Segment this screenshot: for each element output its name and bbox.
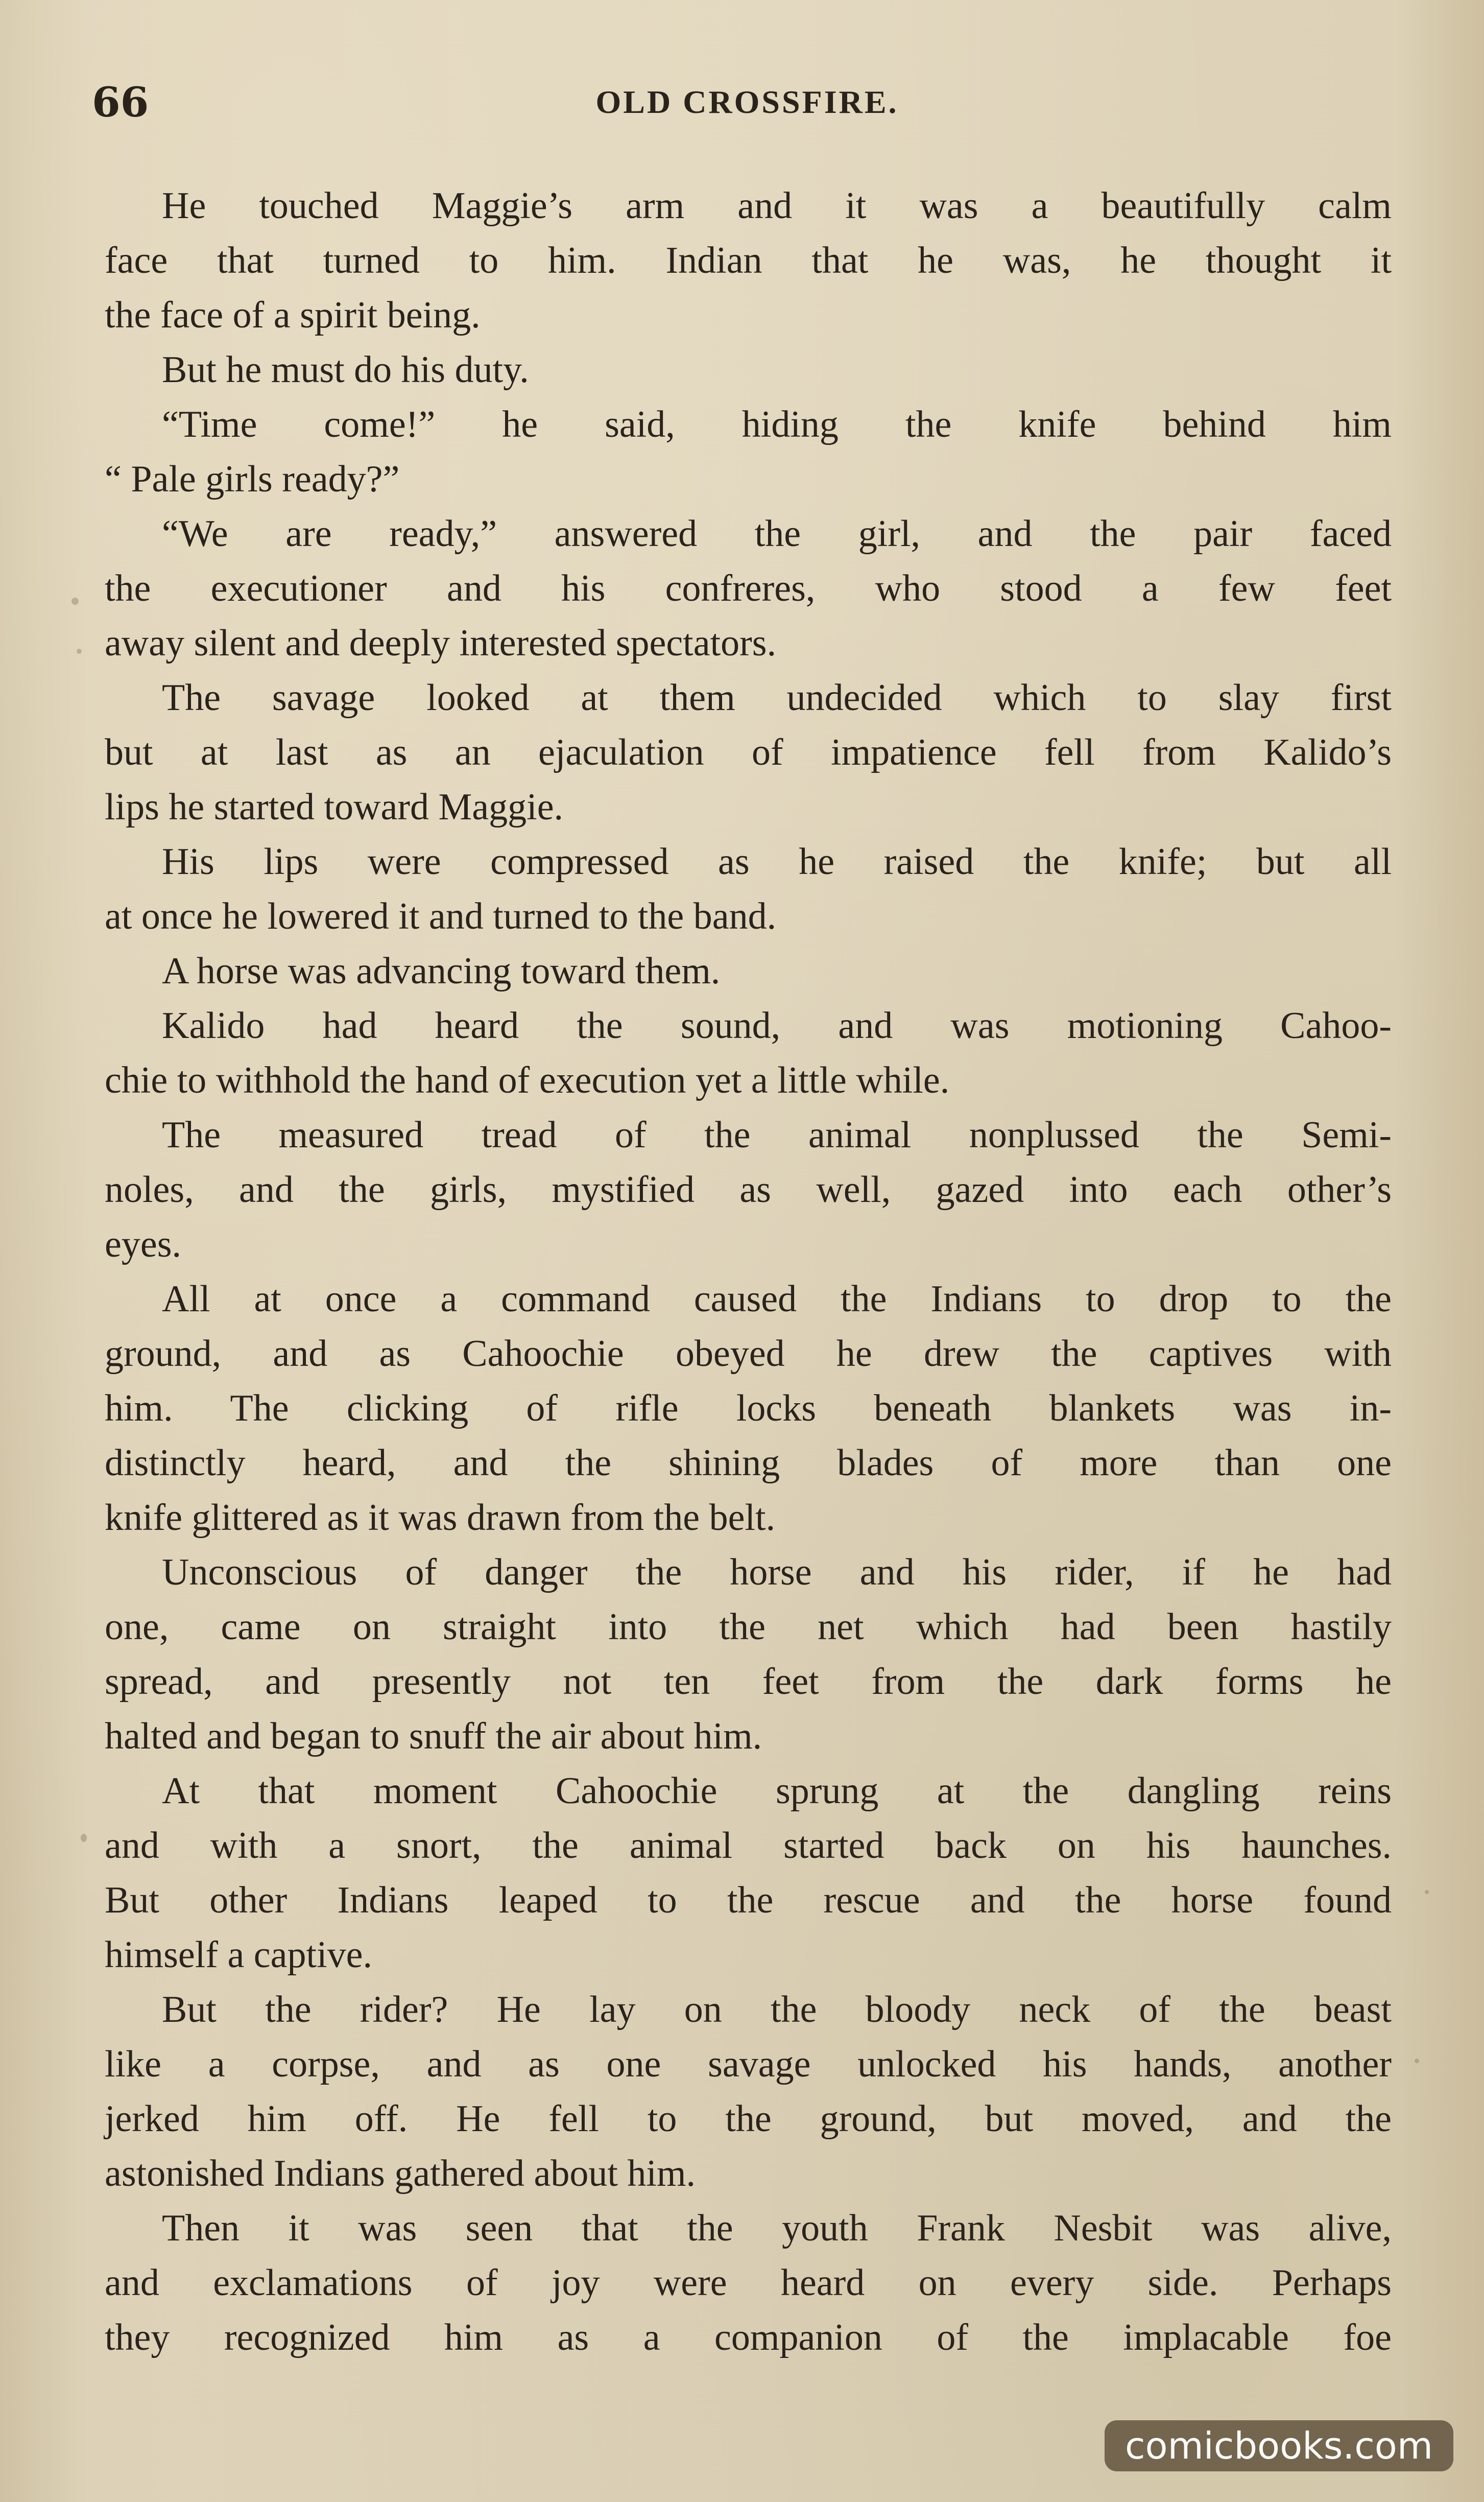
- text-line: But other Indians leaped to the rescue and the horse found: [105, 1879, 1392, 1921]
- text-line: himself a captive.: [105, 1934, 372, 1976]
- text-line: All at once a command caused the Indians to drop to the: [162, 1278, 1392, 1320]
- text-line: and exclamations of joy were heard on every side. Perhaps: [105, 2262, 1392, 2304]
- text-line: astonished Indians gathered about him.: [105, 2153, 696, 2194]
- text-line: but at last as an ejaculation of impatience fell from Kalido’s: [105, 731, 1392, 773]
- body-text: [105, 179, 1392, 2365]
- text-line: His lips were compressed as he raised the knife; but all: [162, 841, 1392, 883]
- text-line: “We are ready,” answered the girl, and the pair faced: [162, 513, 1392, 555]
- text-line: face that turned to him. Indian that he was, he thought it: [105, 240, 1392, 281]
- running-head: OLD CROSSFIRE.: [595, 84, 899, 120]
- text-line: they recognized him as a companion of the implacable foe: [105, 2317, 1392, 2358]
- print-speck: [1415, 2059, 1419, 2063]
- text-line: distinctly heard, and the shining blades of more than one: [105, 1442, 1392, 1484]
- text-line: But he must do his duty.: [162, 349, 529, 391]
- text-line: away silent and deeply interested spectators.: [105, 622, 777, 664]
- print-speck: [77, 649, 82, 654]
- text-line: Then it was seen that the youth Frank Nesbit was alive,: [162, 2207, 1392, 2249]
- text-line: lips he started toward Maggie.: [105, 786, 564, 828]
- text-line: Unconscious of danger the horse and his rider, if he had: [162, 1551, 1392, 1593]
- watermark: comicbooks.com: [1105, 2420, 1453, 2471]
- text-line: like a corpse, and as one savage unlocked his hands, another: [105, 2043, 1392, 2085]
- page-header: [92, 72, 1402, 133]
- page-number: 66: [92, 78, 149, 126]
- text-line: He touched Maggie’s arm and it was a beautifully calm: [162, 185, 1392, 227]
- text-line: “Time come!” he said, hiding the knife behind him: [162, 404, 1392, 445]
- text-line: him. The clicking of rifle locks beneath blankets was in-: [105, 1387, 1392, 1429]
- text-line: A horse was advancing toward them.: [162, 950, 721, 992]
- text-line: the executioner and his confreres, who stood a few feet: [105, 568, 1392, 609]
- text-line: At that moment Cahoochie sprung at the dangling reins: [162, 1770, 1392, 1812]
- print-speck: [1425, 1890, 1429, 1894]
- text-line: noles, and the girls, mystified as well, gazed into each other’s: [105, 1169, 1392, 1211]
- text-line: Kalido had heard the sound, and was motioning Cahoo-: [162, 1005, 1392, 1047]
- text-line: ground, and as Cahoochie obeyed he drew the captives with: [105, 1333, 1392, 1375]
- text-line: chie to withhold the hand of execution yet a little while.: [105, 1059, 950, 1101]
- text-line: The savage looked at them undecided which to slay first: [162, 677, 1392, 719]
- print-speck: [71, 598, 79, 605]
- text-line: knife glittered as it was drawn from the belt.: [105, 1497, 776, 1539]
- text-line: jerked him off. He fell to the ground, but moved, and the: [105, 2098, 1392, 2140]
- text-line: spread, and presently not ten feet from the dark forms he: [105, 1661, 1392, 1703]
- text-line: But the rider? He lay on the bloody neck of the beast: [162, 1989, 1392, 2031]
- print-speck: [81, 1834, 87, 1842]
- text-line: at once he lowered it and turned to the band.: [105, 895, 777, 937]
- text-line: halted and began to snuff the air about him.: [105, 1715, 762, 1757]
- text-line: The measured tread of the animal nonplussed the Semi-: [162, 1114, 1392, 1156]
- text-line: the face of a spirit being.: [105, 294, 481, 336]
- text-line: and with a snort, the animal started back on his haunches.: [105, 1825, 1392, 1867]
- text-line: eyes.: [105, 1223, 181, 1265]
- text-line: one, came on straight into the net which had been hastily: [105, 1606, 1392, 1648]
- text-line: “ Pale girls ready?”: [105, 458, 400, 500]
